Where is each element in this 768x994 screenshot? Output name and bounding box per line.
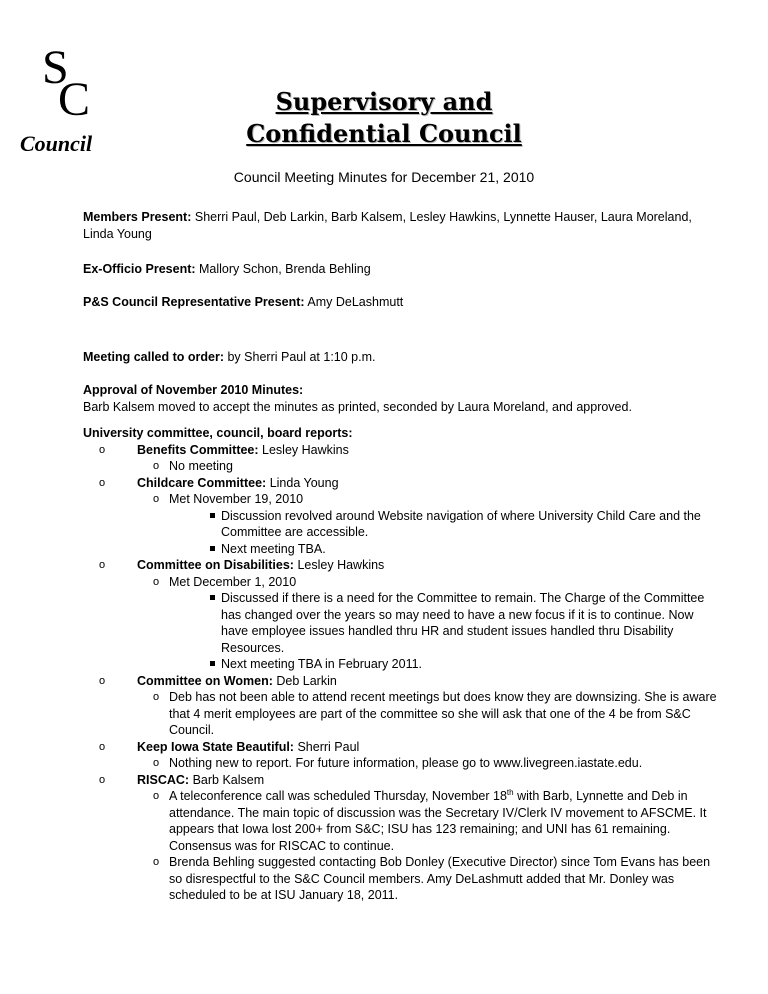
- exofficio-list: Mallory Schon, Brenda Behling: [199, 262, 371, 276]
- ordinal-suffix: th: [506, 787, 514, 797]
- committee-label: RISCAC:: [137, 772, 190, 787]
- list-item: [137, 574, 723, 673]
- committee-person: Deb Larkin: [276, 673, 337, 688]
- members-label: Members Present:: [83, 210, 192, 224]
- list-item: Next meeting TBA in February 2011.: [169, 656, 723, 673]
- item-text: A teleconference call was scheduled Thursday, November 18: [169, 789, 507, 803]
- list-item: [83, 475, 723, 558]
- committee-label: Keep Iowa State Beautiful:: [137, 739, 294, 754]
- reports-list: [83, 442, 723, 904]
- called-text: by Sherri Paul at 1:10 p.m.: [227, 350, 376, 364]
- members-present: [83, 209, 723, 242]
- item-text: Met November 19, 2010: [169, 492, 304, 506]
- list-item: o No meeting: [137, 458, 723, 475]
- document-title-line2: Confidential Council: [246, 119, 522, 148]
- ps-label: P&S Council Representative Present:: [83, 295, 305, 309]
- list-item: [83, 739, 723, 772]
- reports-heading: University committee, council, board reports:: [83, 426, 353, 440]
- logo-letter-c: C: [58, 73, 91, 126]
- exofficio-present: [83, 261, 723, 278]
- logo-letter-s: S: [42, 41, 69, 94]
- logo-word: Council: [20, 131, 93, 156]
- list-item: Discussion revolved around Website navigation of where University Child Care and the Committee are accessible.: [169, 508, 723, 541]
- meeting-called: [83, 349, 723, 366]
- document-subtitle: Council Meeting Minutes for December 21, 2010: [233, 169, 535, 185]
- ps-name: Amy DeLashmutt: [307, 295, 404, 309]
- reports-section: [83, 425, 723, 904]
- list-item: o Brenda Behling suggested contacting Bob Donley (Executive Director) since Tom Evans has been so disrespectful to the S&C Council members. Amy DeLashmutt added that Mr. Donley was scheduled to be at ISU January 18, 2011.: [137, 854, 723, 904]
- item-text: with Barb, Lynnette and Deb in attendance. The main topic of discussion was the Secretary IV/Clerk IV movement to AFSCME. It appears that Iowa lost 200+ from S&C; ISU has 123 remaining; and UNI has 61 remaining. Consensus was for RISCAC to continue.: [169, 789, 707, 853]
- list-item: [137, 491, 723, 557]
- list-item: Discussed if there is a need for the Committee to remain. The Charge of the Committee has changed over the years so may need to have a new focus if it is to continue. Now have employee issues handled thru HR and student issues handled thru Disability Resources.: [169, 590, 723, 656]
- item-text: Met December 1, 2010: [169, 574, 297, 589]
- approval-heading: Approval of November 2010 Minutes:: [83, 383, 304, 397]
- committee-person: Sherri Paul: [297, 739, 360, 754]
- list-item: [83, 557, 723, 673]
- committee-person: Linda Young: [269, 475, 339, 490]
- members-list: Sherri Paul, Deb Larkin, Barb Kalsem, Lesley Hawkins, Lynnette Hauser, Laura Moreland, Linda Young: [83, 210, 692, 241]
- list-item: [83, 673, 723, 739]
- committee-label: Benefits Committee:: [137, 442, 259, 457]
- ps-representative: [83, 294, 723, 311]
- approval-section: [83, 382, 723, 415]
- called-label: Meeting called to order:: [83, 350, 224, 364]
- committee-label: Committee on Women:: [137, 673, 273, 688]
- list-item: [83, 442, 723, 475]
- exofficio-label: Ex-Officio Present:: [83, 262, 196, 276]
- committee-label: Committee on Disabilities:: [137, 558, 294, 572]
- list-item: [137, 788, 723, 854]
- list-item: o Nothing new to report. For future information, please go to www.livegreen.iastate.edu.: [137, 755, 723, 772]
- committee-person: Barb Kalsem: [192, 772, 265, 787]
- approval-text: Barb Kalsem moved to accept the minutes as printed, seconded by Laura Moreland, and approved.: [83, 399, 632, 414]
- committee-person: Lesley Hawkins: [262, 442, 349, 457]
- list-item: o Deb has not been able to attend recent meetings but does know they are downsizing. She is aware that 4 merit employees are part of the committee so she will ask that one of the 4 be from S&C Council.: [137, 689, 723, 739]
- list-item: [83, 772, 723, 904]
- list-item: Next meeting TBA.: [169, 541, 723, 558]
- committee-person: Lesley Hawkins: [297, 558, 385, 572]
- committee-label: Childcare Committee:: [137, 475, 267, 490]
- document-title-line1: Supervisory and: [275, 87, 493, 116]
